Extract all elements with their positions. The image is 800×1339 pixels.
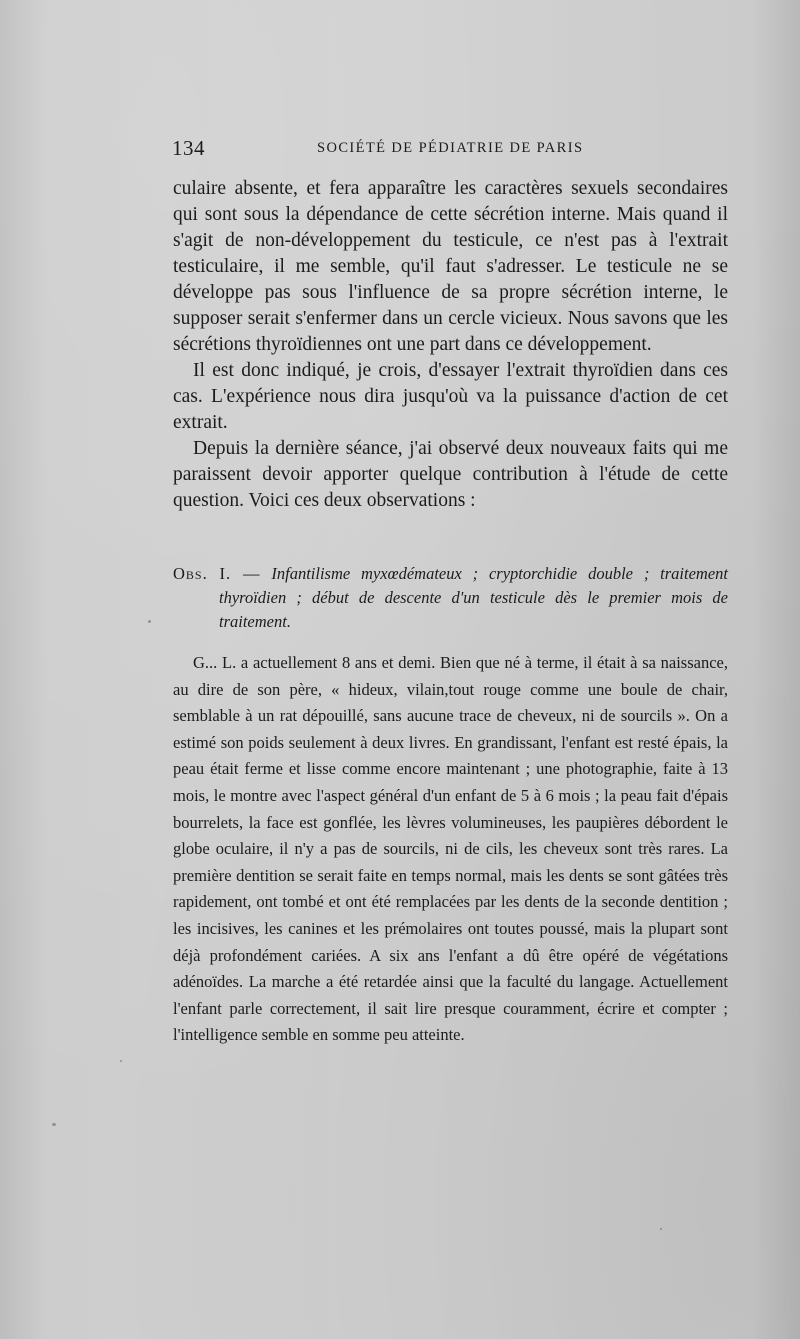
- page-number: 134: [172, 136, 205, 160]
- main-text: [173, 176, 728, 514]
- paper-speck: [148, 620, 151, 623]
- running-title: SOCIÉTÉ DE PÉDIATRIE DE PARIS: [317, 140, 584, 156]
- paper-speck: [52, 1123, 56, 1126]
- paper-speck: [120, 1060, 122, 1062]
- case-paragraph: G... L. a actuellement 8 ans et demi. Bien que né à terme, il était à sa naissance, au dire de son père, « hideux, vilain,tout rouge comme une boule de chair, semblable à un rat dépouillé, sans aucune trace de cheveux, ni de sourcils ». On a estimé son poids seulement à deux livres. En grandissant, l'enfant est resté épais, la peau était ferme et lisse comme encore maintenant ; une photographie, faite à 13 mois, le montre avec l'aspect général d'un enfant de 5 à 6 mois ; la peau fait d'épais bourrelets, la face est gonflée, les lèvres volumineuses, les paupières débordent le globe oculaire, il n'y a pas de sourcils, ni de cils, les cheveux sont très rares. La première dentition se serait faite en temps normal, mais les dents se sont gâtées très rapidement, ont tombé et ont été remplacées par les dents de la seconde dentition ; les incisives, les canines et les prémolaires ont toutes poussé, mais la plupart sont déjà profondément cariées. A six ans l'enfant a dû être opéré de végétations adénoïdes. La marche a été retardée ainsi que la faculté du langage. Actuellement l'enfant parle correctement, il sait lire presque couramment, écrire et compter ; l'intelligence semble en somme peu atteinte.: [173, 653, 728, 1045]
- paragraph-continued: culaire absente, et fera apparaître les caractères sexuels secondaires qui sont sous la dépendance de cette sécrétion interne. Mais quand il s'agit de non-développement du testicule, ce n'est pas à l'extrait testiculaire, il me semble, qu'il faut s'adresser. Le testicule ne se développe pas sous l'influence de sa propre sécrétion interne, le supposer serait s'enfermer dans un cercle vicieux. Nous savons que les sécrétions thyroïdiennes ont une part dans ce développement.: [173, 178, 728, 355]
- case-description: [173, 650, 728, 1049]
- observation-label: Obs. I. —: [173, 564, 261, 583]
- paragraph-thyroid-extract: Il est donc indiqué, je crois, d'essayer l'extrait thyroïdien dans ces cas. L'expérience nous dira jusqu'où va la puissance d'action de cet extrait.: [173, 360, 728, 433]
- paper-speck: [660, 1228, 662, 1230]
- page-header: [172, 136, 732, 166]
- observation-heading: [173, 562, 728, 634]
- paragraph-observations-intro: Depuis la dernière séance, j'ai observé deux nouveaux faits qui me paraissent devoir apporter quelque contribution à l'étude de cette question. Voici ces deux observations :: [173, 438, 728, 511]
- observation-title: Infantilisme myxœdémateux ; cryptorchidie double ; traitement thyroïdien ; début de descente d'un testicule dès le premier mois de traitement.: [219, 564, 728, 631]
